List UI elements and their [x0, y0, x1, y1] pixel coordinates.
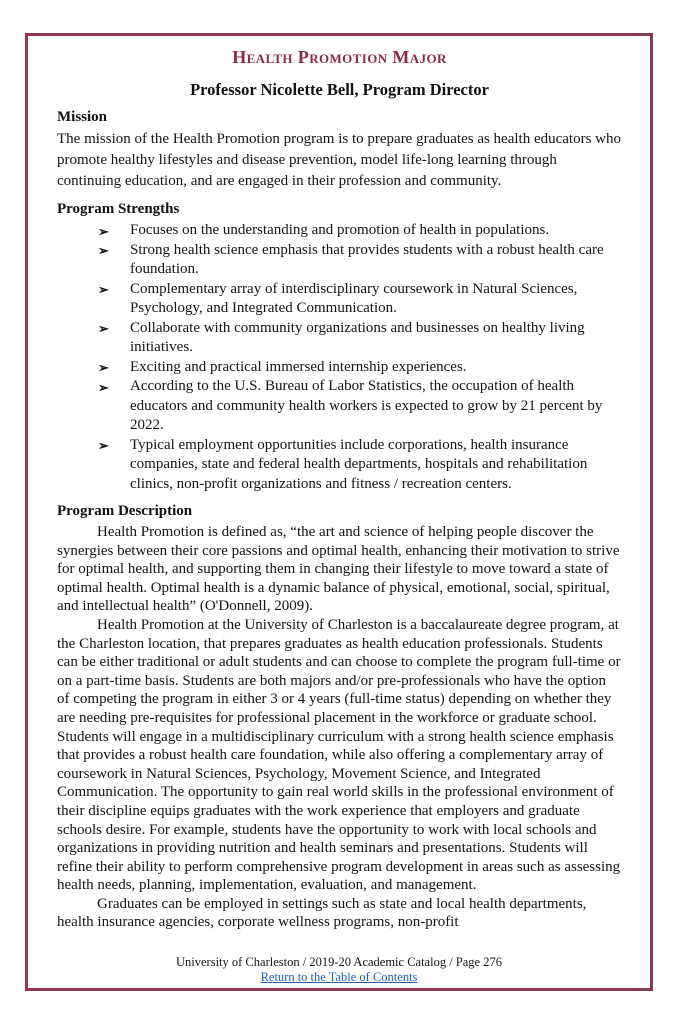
- arrow-bullet-icon: ➢: [98, 379, 109, 395]
- arrow-bullet-icon: ➢: [98, 438, 109, 453]
- arrow-bullet-icon: ➢: [98, 360, 109, 375]
- strength-text: Exciting and practical immersed internship experiences.: [130, 358, 467, 375]
- page-footer: [28, 955, 650, 985]
- description-paragraph: Health Promotion at the University of Charleston is a baccalaureate degree program, at the Charleston location, that prepares graduates as health education professionals. Students can be either traditional or adult students and can choose to complete the program full-time or on a part-time basis. Students are both majors and/or pre-professionals who have the option of competing the program in either 3 or 4 years (full-time status) depending on whether they are needing pre-requisites for professional placement in the workforce or graduate school. Students will engage in a multidisciplinary curriculum with a strong health science emphasis that provides a robust health care foundation, while also offering a complementary array of coursework in Natural Sciences, Psychology, Movement Science, and Integrated Communication. The opportunity to gain real world skills in the professional environment of their discipline equips graduates with the work experience that employers and graduate schools desire. For example, students have the opportunity to work with local schools and organizations in providing nutrition and health seminars and presentations. Students will refine their ability to perform comprehensive program development in areas such as assessing health needs, planning, implementation, evaluation, and management.: [57, 616, 621, 894]
- strength-list-item: [57, 319, 622, 358]
- return-to-toc-link[interactable]: Return to the Table of Contents: [260, 970, 418, 984]
- catalog-footer-line: University of Charleston / 2019-20 Academic Catalog / Page 276: [176, 955, 502, 969]
- strength-text: According to the U.S. Bureau of Labor Statistics, the occupation of health educators and community health workers is expected to grow by 21 percent by 2022.: [130, 378, 603, 433]
- mission-heading: Mission: [57, 109, 108, 125]
- strength-list-item: [57, 221, 622, 241]
- program-strengths-list: [57, 221, 622, 494]
- strength-text: Focuses on the understanding and promotion of health in populations.: [130, 222, 550, 238]
- page-border-frame: [25, 33, 653, 991]
- program-description-body: [57, 523, 622, 932]
- strength-text: Complementary array of interdisciplinary coursework in Natural Sciences, Psychology, and Integrated Communication.: [130, 280, 578, 316]
- strength-text: Strong health science emphasis that provides students with a robust health care foundation.: [130, 241, 604, 277]
- description-paragraph: Health Promotion is defined as, “the art and science of helping people discover the synergies between their core passions and optimal health, enhancing their motivation to strive for optimal health, and supporting them in changing their lifestyle to move toward a state of optimal health. Optimal health is a dynamic balance of physical, emotional, social, spiritual, and intellectual health” (O'Donnell, 2009).: [57, 524, 620, 615]
- mission-text: The mission of the Health Promotion program is to prepare graduates as health educators who promote healthy lifestyles and disease prevention, model life-long learning through continuing education, and are engaged in their profession and community.: [57, 131, 622, 189]
- program-strengths-heading: Program Strengths: [57, 201, 180, 217]
- strength-list-item: [57, 280, 622, 319]
- description-paragraph: Graduates can be employed in settings such as state and local health departments, health insurance agencies, corporate wellness programs, non-profit: [57, 895, 587, 931]
- strength-list-item: [57, 241, 622, 280]
- arrow-bullet-icon: ➢: [98, 243, 109, 258]
- arrow-bullet-icon: ➢: [98, 282, 109, 297]
- strength-list-item: [57, 358, 622, 378]
- arrow-bullet-icon: ➢: [98, 321, 109, 336]
- strength-text: Collaborate with community organizations and businesses on healthy living initiatives.: [130, 319, 585, 355]
- strength-text: Typical employment opportunities include corporations, health insurance companies, state and federal health departments, hospitals and rehabilitation clinics, non-profit organizations and fitness / recreation centers.: [130, 436, 588, 492]
- program-description-heading: Program Description: [57, 503, 193, 519]
- arrow-bullet-icon: ➢: [98, 223, 109, 239]
- page-title: Health Promotion Major: [232, 47, 447, 67]
- program-director-heading: Professor Nicolette Bell, Program Director: [190, 80, 489, 99]
- strength-list-item: [57, 377, 622, 436]
- strength-list-item: [57, 436, 622, 495]
